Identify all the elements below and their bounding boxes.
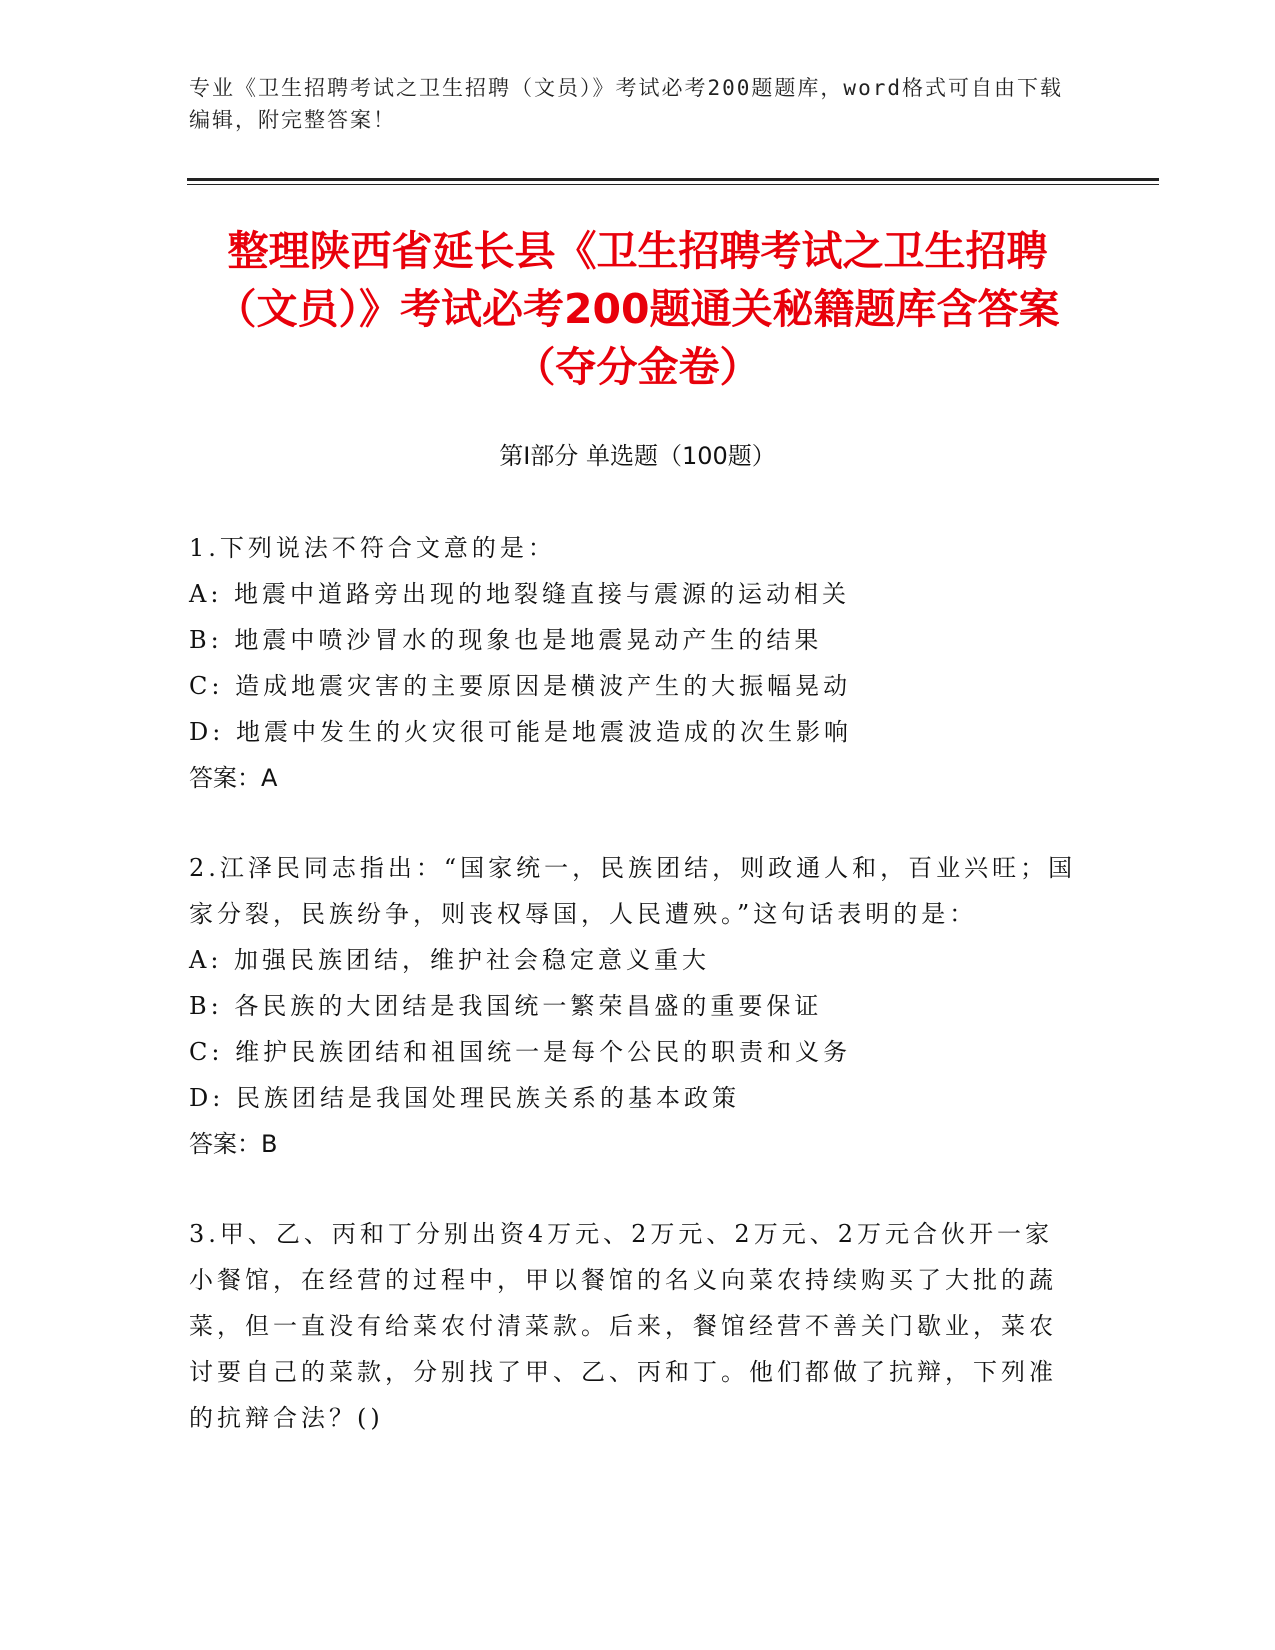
question-stem: 3.甲、乙、丙和丁分别出资4万元、2万元、2万元、2万元合伙开一家小餐馆，在经营的过程中，甲以餐馆的名义向菜农持续购买了大批的蔬菜，但一直没有给菜农付清菜款。后来，餐馆经营不善关门歇业，菜农讨要自己的菜款，分别找了甲、乙、丙和丁。他们都做了抗辩，下列准的抗辩合法？() bbox=[189, 1220, 1057, 1432]
question-stem: 2.江泽民同志指出：“国家统一，民族团结，则政通人和，百业兴旺；国家分裂，民族纷争，则丧权辱国，人民遭殃。”这句话表明的是： bbox=[189, 854, 1077, 928]
option-b: B: 各民族的大团结是我国统一繁荣昌盛的重要保证 bbox=[189, 992, 823, 1020]
header-divider-thin bbox=[187, 184, 1159, 185]
header-divider bbox=[187, 178, 1159, 181]
option-a: A: 加强民族团结，维护社会稳定意义重大 bbox=[189, 946, 711, 974]
question-3 bbox=[189, 1211, 1079, 1441]
option-c: C: 造成地震灾害的主要原因是横波产生的大振幅晃动 bbox=[189, 672, 852, 700]
question-list bbox=[189, 525, 1079, 1485]
question-stem: 1.下列说法不符合文意的是： bbox=[189, 534, 556, 562]
option-c: C: 维护民族团结和祖国统一是每个公民的职责和义务 bbox=[189, 1038, 852, 1066]
option-d: D: 地震中发生的火灾很可能是地震波造成的次生影响 bbox=[189, 718, 852, 746]
header-note: 专业《卫生招聘考试之卫生招聘（文员）》考试必考200题题库，word格式可自由下载编辑，附完整答案！ bbox=[189, 76, 1063, 132]
section-heading: 第I部分 单选题（100题） bbox=[499, 442, 776, 470]
option-a: A: 地震中道路旁出现的地裂缝直接与震源的运动相关 bbox=[189, 580, 851, 608]
answer: 答案：A bbox=[189, 764, 278, 792]
question-1 bbox=[189, 525, 1079, 801]
option-b: B: 地震中喷沙冒水的现象也是地震晃动产生的结果 bbox=[189, 626, 823, 654]
question-2 bbox=[189, 845, 1079, 1167]
option-d: D: 民族团结是我国处理民族关系的基本政策 bbox=[189, 1084, 740, 1112]
answer: 答案：B bbox=[189, 1130, 278, 1158]
document-title: 整理陕西省延长县《卫生招聘考试之卫生招聘（文员）》考试必考200题通关秘籍题库含答案（夺分金卷） bbox=[215, 227, 1060, 391]
